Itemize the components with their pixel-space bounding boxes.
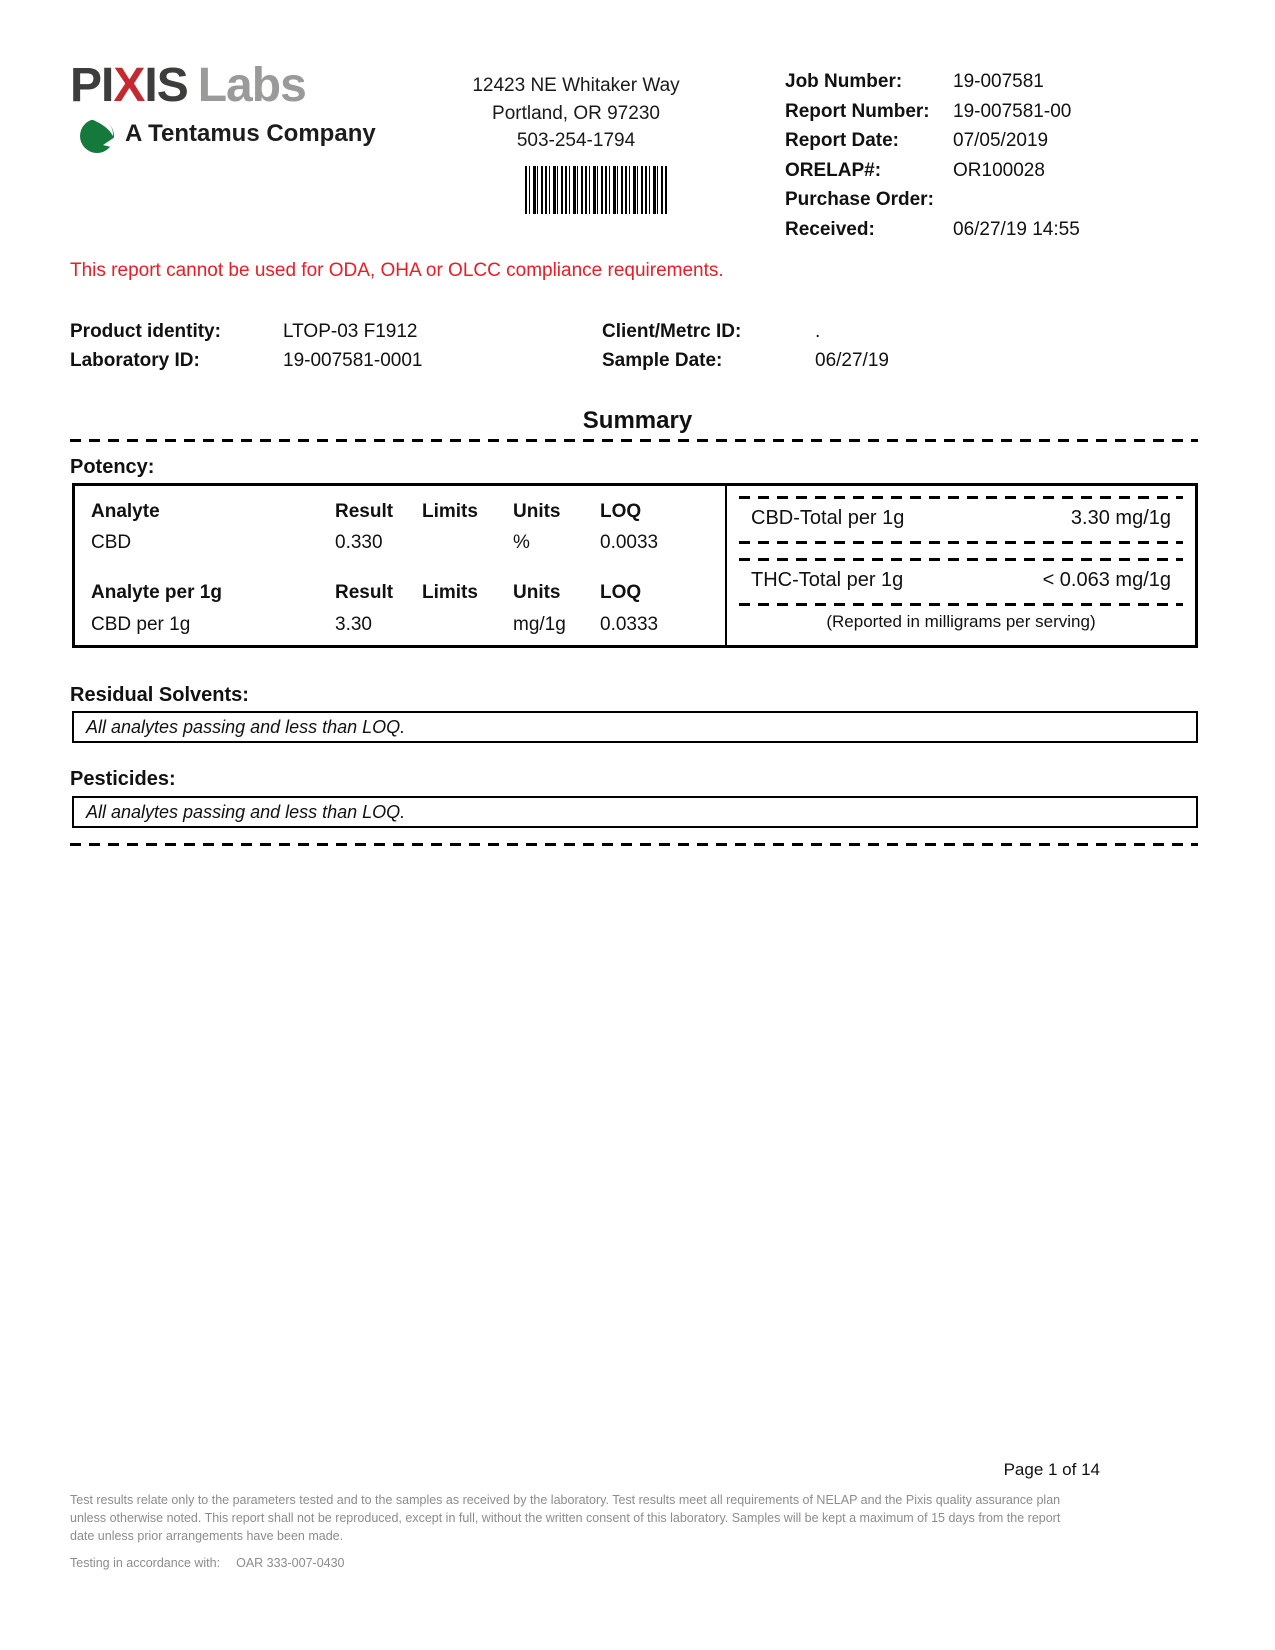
logo-text-x: X [113, 59, 145, 112]
thc-total-value: < 0.063 mg/1g [1042, 569, 1171, 591]
meta-value: OR100028 [953, 159, 1045, 181]
col-analyte: Analyte [91, 501, 160, 522]
cell-limits [422, 614, 513, 636]
col-limits: Limits [422, 501, 478, 522]
dashed-rule [739, 496, 1183, 499]
col-units: Units [513, 582, 561, 603]
meta-label: Report Number: [785, 100, 930, 122]
potency-results-panel [75, 486, 727, 645]
logo-tagline: A Tentamus Company [125, 120, 376, 147]
cell-units: mg/1g [513, 614, 566, 635]
potency-table [72, 483, 1198, 648]
sample-barcode [525, 166, 668, 214]
dashed-divider-top [70, 439, 1198, 442]
page-number: Page 1 of 14 [1003, 1460, 1100, 1479]
residual-solvents-result-box [72, 711, 1198, 743]
meta-label: Purchase Order: [785, 189, 934, 211]
footer-accordance [70, 1556, 345, 1570]
meta-label: ORELAP#: [785, 159, 882, 181]
cbd-total-label: CBD-Total per 1g [751, 507, 905, 529]
cell-units: % [513, 532, 530, 553]
col-units: Units [513, 501, 561, 522]
client-metrc-label: Client/Metrc ID: [602, 321, 742, 342]
logo-text-is: IS [144, 59, 188, 112]
meta-value: 07/05/2019 [953, 130, 1049, 152]
laboratory-id-value: 19-007581-0001 [283, 350, 423, 371]
col-loq: LOQ [600, 582, 642, 603]
client-metrc-value: . [815, 321, 821, 342]
col-limits: Limits [422, 582, 478, 603]
accordance-label: Testing in accordance with: [70, 1556, 221, 1570]
meta-row-report-date [785, 131, 1215, 152]
cbd-total-row [751, 507, 1171, 530]
cell-result: 3.30 [335, 614, 372, 635]
lab-address [420, 72, 732, 155]
logo-text-labs: Labs [197, 59, 306, 112]
dashed-rule [739, 603, 1183, 606]
meta-row-purchase-order [785, 190, 1215, 211]
meta-value [953, 190, 1215, 211]
cell-loq: 0.0033 [600, 532, 659, 553]
meta-label: Job Number: [785, 71, 903, 92]
cell-limits [422, 532, 513, 554]
address-line1: 12423 NE Whitaker Way [472, 75, 680, 96]
dashed-rule [739, 541, 1183, 544]
col-result: Result [335, 582, 394, 603]
logo-wordmark [70, 59, 376, 112]
potency-totals-panel [727, 486, 1195, 645]
residual-solvents-heading: Residual Solvents: [70, 684, 249, 706]
col-loq: LOQ [600, 501, 642, 522]
sample-date-label: Sample Date: [602, 350, 723, 371]
dashed-divider-bottom [70, 843, 1198, 846]
thc-total-row [751, 569, 1171, 592]
tentamus-leaf-icon [78, 114, 118, 154]
potency-per1g-header-row [91, 582, 717, 604]
laboratory-id-label: Laboratory ID: [70, 350, 200, 371]
meta-value: 19-007581-00 [953, 100, 1072, 122]
dashed-rule [739, 558, 1183, 561]
sample-info-block [70, 321, 1205, 379]
address-phone: 503-254-1794 [516, 130, 636, 152]
sample-date-value: 06/27/19 [815, 350, 889, 371]
residual-solvents-result: All analytes passing and less than LOQ. [86, 716, 406, 737]
sample-info-row [70, 350, 1205, 379]
pesticides-result-box [72, 796, 1198, 828]
accordance-value: OAR 333-007-0430 [236, 1556, 345, 1570]
cell-result: 0.330 [335, 532, 383, 553]
cell-analyte: CBD [91, 532, 132, 553]
potency-header-row [91, 501, 717, 523]
logo-tagline-row [70, 114, 376, 154]
product-identity-value: LTOP-03 F1912 [283, 321, 418, 342]
col-analyte-per-1g: Analyte per 1g [91, 582, 222, 603]
product-identity-label: Product identity: [70, 321, 221, 342]
pesticides-heading: Pesticides: [70, 768, 176, 790]
meta-row-job-number [785, 72, 1215, 93]
meta-row-received [785, 220, 1215, 241]
pixis-labs-logo [70, 59, 376, 154]
meta-value: 19-007581 [953, 71, 1044, 92]
potency-heading: Potency: [70, 456, 155, 478]
report-meta-block [785, 72, 1215, 249]
address-line2: Portland, OR 97230 [492, 102, 660, 124]
footer-disclaimer: Test results relate only to the parameters tested and to the samples as received by the laboratory. Test results meet all requirements of NELAP and the Pixis quality assurance plan unless otherwise noted. This report shall not be reproduced, except in full, without the written consent of this laboratory. Samples will be kept a maximum of 15 days from the report date unless prior arrangements have been made. [70, 1493, 1061, 1543]
meta-value: 06/27/19 14:55 [953, 218, 1080, 240]
summary-title: Summary [582, 407, 693, 434]
cbd-total-value: 3.30 mg/1g [1070, 507, 1171, 529]
cell-analyte: CBD per 1g [91, 614, 191, 635]
meta-row-orelap [785, 161, 1215, 182]
potency-data-row-cbd [91, 532, 717, 554]
col-result: Result [335, 501, 394, 522]
meta-label: Report Date: [785, 130, 900, 152]
meta-row-report-number [785, 102, 1215, 123]
potency-data-row-cbd-per-1g [91, 614, 717, 636]
totals-note: (Reported in milligrams per serving) [826, 612, 1096, 631]
compliance-notice: This report cannot be used for ODA, OHA or OLCC compliance requirements. [70, 260, 724, 281]
sample-info-row [70, 321, 1205, 350]
pesticides-result: All analytes passing and less than LOQ. [86, 801, 406, 822]
thc-total-label: THC-Total per 1g [751, 569, 904, 591]
meta-label: Received: [785, 218, 875, 240]
cell-loq: 0.0333 [600, 614, 659, 635]
logo-text-pi: PI [70, 59, 114, 112]
